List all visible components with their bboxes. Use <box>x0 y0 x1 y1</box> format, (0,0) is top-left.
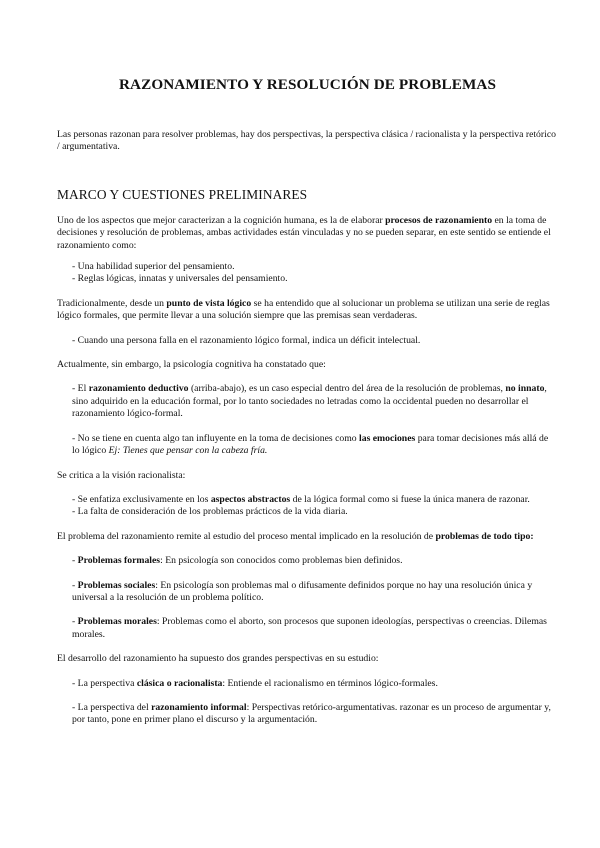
bold-term: Problemas morales <box>77 616 157 628</box>
list-razonamiento <box>57 261 558 286</box>
paragraph-cognicion: Uno de los aspectos que mejor caracterizan a la cognición humana, es la de elaborar procesos de razonamiento en la toma de decisiones y resolución de problemas, ambas actividades están vinculadas y no se pueden separar, en este sentido se entiende el razonamiento como: <box>57 214 551 251</box>
list-item: - Una habilidad superior del pensamiento. <box>72 261 235 273</box>
paragraph-critica: Se critica a la visión racionalista: <box>57 469 186 481</box>
bold-term: las emociones <box>359 432 416 444</box>
list-item-emociones: - No se tiene en cuenta algo tan influyente en la toma de decisiones como las emociones para tomar decisiones más allá de lo lógico Ej: Tienes que pensar con la cabeza fría. <box>72 432 549 457</box>
list-item-formales: - Problemas formales: En psicología son conocidos como problemas bien definidos. <box>72 555 403 567</box>
list-critica <box>57 494 558 519</box>
paragraph-tradicional: Tradicionalmente, desde un punto de vista lógico se ha entendido que al solucionar un problema se utilizan una serie de reglas lógico formales, que permite llevar a una solución siempre que las premisas sean verdaderas. <box>57 297 550 322</box>
bold-term: clásica o racionalista <box>136 677 223 689</box>
list-item-clasica: - La perspectiva clásica o racionalista: Entiende el racionalismo en términos lógico-formales. <box>72 677 438 689</box>
section-heading: MARCO Y CUESTIONES PRELIMINARES <box>57 186 308 202</box>
paragraph-problema: El problema del razonamiento remite al estudio del proceso mental implicado en la resolución de problemas de todo tipo: <box>57 530 534 542</box>
bold-term: problemas de todo tipo: <box>435 530 534 542</box>
paragraph-desarrollo: El desarrollo del razonamiento ha supuesto dos grandes perspectivas en su estudio: <box>57 653 379 665</box>
bold-term: razonamiento deductivo <box>88 383 189 395</box>
list-item-informal: - La perspectiva del razonamiento informal: Perspectivas retórico-argumentativas. razonar es un proceso de argumentar y, por tanto, pone en primer plano el discurso y la argumentación. <box>72 701 551 726</box>
bold-term: punto de vista lógico <box>166 297 252 309</box>
bold-term: Problemas sociales <box>77 579 156 591</box>
list-item-falta: - La falta de consideración de los problemas prácticos de la vida diaria. <box>72 506 348 518</box>
note-deficit: - Cuando una persona falla en el razonamiento lógico formal, indica un déficit intelectual. <box>72 334 421 346</box>
list-item: - Reglas lógicas, innatas y universales del pensamiento. <box>72 273 288 285</box>
paragraph-actualmente: Actualmente, sin embargo, la psicología cognitiva ha constatado que: <box>57 359 326 371</box>
list-item-sociales: - Problemas sociales: En psicología son problemas mal o difusamente definidos porque no hay una resolución única y universal a la resolución de un problema político. <box>72 579 533 603</box>
document-title: RAZONAMIENTO Y RESOLUCIÓN DE PROBLEMAS <box>118 76 497 93</box>
list-item-abstractos: - Se enfatiza exclusivamente en los aspectos abstractos de la lógica formal como si fuese la única manera de razonar. <box>72 493 530 505</box>
italic-example: Ej: Tienes que pensar con la cabeza fría. <box>108 445 268 457</box>
bold-term: procesos de razonamiento <box>385 214 493 226</box>
bold-term: razonamiento informal <box>151 701 247 713</box>
intro-paragraph: Las personas razonan para resolver problemas, hay dos perspectivas, la perspectiva clásica / racionalista y la perspectiva retórico / argumentativa. <box>57 129 556 153</box>
list-item-morales: - Problemas morales: Problemas como el aborto, son procesos que suponen ideologías, perspectivas o creencias. Dilemas morales. <box>72 616 547 640</box>
bold-term: no innato <box>505 383 545 395</box>
bold-term: Problemas formales <box>77 555 161 567</box>
bold-term: aspectos abstractos <box>210 493 291 505</box>
list-item-deductivo: - El razonamiento deductivo (arriba-abajo), es un caso especial dentro del área de la resolución de problemas, no innato, sino adquirido en la educación formal, por lo tanto sociedades no letradas como la occidental pueden no desarrollar el razonamiento lógico-formal. <box>72 383 547 420</box>
